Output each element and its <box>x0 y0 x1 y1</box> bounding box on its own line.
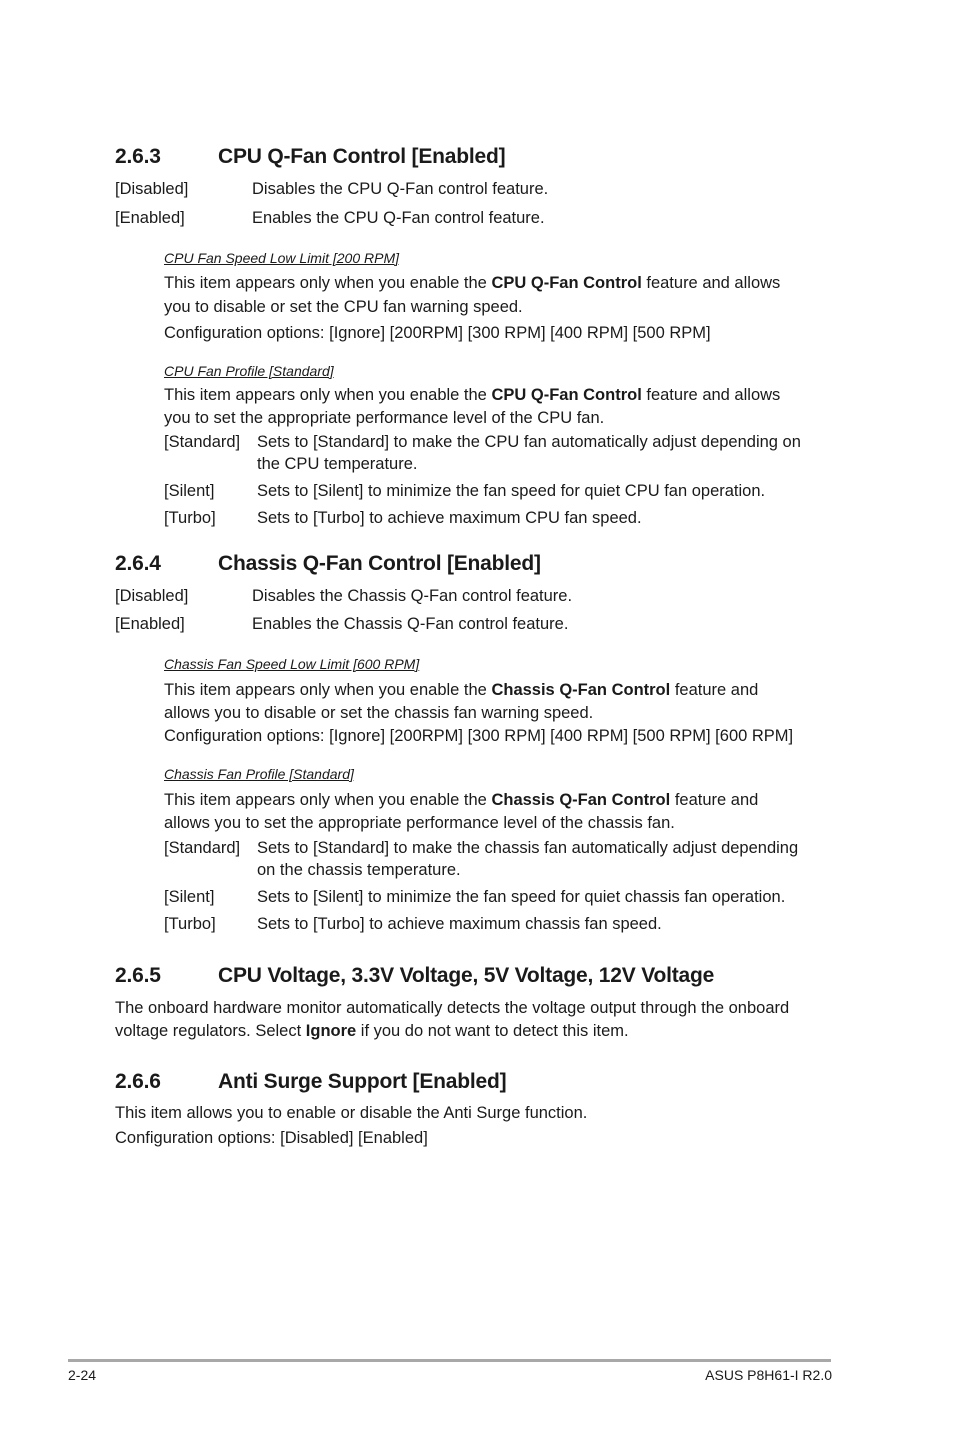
option-desc: Disables the Chassis Q-Fan control feature. <box>252 587 573 605</box>
option-key: [Disabled] <box>115 587 189 605</box>
section-title: Anti Surge Support [Enabled] <box>218 1070 507 1093</box>
option-desc: on the chassis temperature. <box>257 861 461 879</box>
option-desc: Sets to [Silent] to minimize the fan speed for quiet chassis fan operation. <box>257 888 786 906</box>
paragraph-line: This item allows you to enable or disable the Anti Surge function. <box>115 1104 588 1122</box>
paragraph-line: voltage regulators. Select Ignore if you do not want to detect this item. <box>115 1022 629 1040</box>
paragraph-line: This item appears only when you enable the Chassis Q-Fan Control feature and <box>164 681 759 699</box>
option-desc: Sets to [Standard] to make the chassis fan automatically adjust depending <box>257 839 799 857</box>
product-name: ASUS P8H61-I R2.0 <box>705 1367 832 1383</box>
option-key: [Silent] <box>164 482 215 500</box>
section-number: 2.6.6 <box>115 1070 161 1093</box>
option-key: [Turbo] <box>164 915 216 933</box>
section-title: Chassis Q-Fan Control [Enabled] <box>218 552 541 575</box>
paragraph-line: This item appears only when you enable the CPU Q-Fan Control feature and allows <box>164 274 781 292</box>
paragraph-line: you to disable or set the CPU fan warning speed. <box>164 298 523 316</box>
option-key: [Enabled] <box>115 615 185 633</box>
option-key: [Silent] <box>164 888 215 906</box>
section-title: CPU Q-Fan Control [Enabled] <box>218 145 506 168</box>
section-title: CPU Voltage, 3.3V Voltage, 5V Voltage, 12V Voltage <box>218 964 715 987</box>
option-desc: Sets to [Standard] to make the CPU fan automatically adjust depending on <box>257 433 801 451</box>
page-number: 2-24 <box>68 1367 97 1383</box>
config-options: Configuration options: [Disabled] [Enabled] <box>115 1129 428 1147</box>
subitem-title-cpu-fan-speed: CPU Fan Speed Low Limit [200 RPM] <box>164 250 399 266</box>
option-desc: Enables the Chassis Q-Fan control feature. <box>252 615 569 633</box>
config-options: Configuration options: [Ignore] [200RPM] [300 RPM] [400 RPM] [500 RPM] [600 RPM] <box>164 727 794 745</box>
option-desc: Enables the CPU Q-Fan control feature. <box>252 209 545 227</box>
subitem-title-chassis-fan-speed: Chassis Fan Speed Low Limit [600 RPM] <box>164 656 420 672</box>
option-key: [Enabled] <box>115 209 185 227</box>
option-desc: the CPU temperature. <box>257 455 418 473</box>
option-desc: Sets to [Turbo] to achieve maximum CPU fan speed. <box>257 509 642 527</box>
paragraph-line: you to set the appropriate performance level of the CPU fan. <box>164 409 605 427</box>
option-key: [Standard] <box>164 433 241 451</box>
option-desc: Disables the CPU Q-Fan control feature. <box>252 180 549 198</box>
paragraph-line: allows you to disable or set the chassis fan warning speed. <box>164 704 594 722</box>
option-desc: Sets to [Silent] to minimize the fan speed for quiet CPU fan operation. <box>257 482 766 500</box>
section-number: 2.6.5 <box>115 964 161 987</box>
subitem-title-chassis-fan-profile: Chassis Fan Profile [Standard] <box>164 766 354 782</box>
paragraph-line: The onboard hardware monitor automatically detects the voltage output through the onboard <box>115 999 790 1017</box>
config-options: Configuration options: [Ignore] [200RPM] [300 RPM] [400 RPM] [500 RPM] <box>164 324 711 342</box>
footer-divider <box>68 1359 831 1362</box>
option-key: [Turbo] <box>164 509 216 527</box>
option-key: [Standard] <box>164 839 241 857</box>
paragraph-line: This item appears only when you enable the Chassis Q-Fan Control feature and <box>164 791 759 809</box>
option-key: [Disabled] <box>115 180 189 198</box>
subitem-title-cpu-fan-profile: CPU Fan Profile [Standard] <box>164 363 334 379</box>
paragraph-line: allows you to set the appropriate performance level of the chassis fan. <box>164 814 675 832</box>
section-number: 2.6.3 <box>115 145 161 168</box>
option-desc: Sets to [Turbo] to achieve maximum chassis fan speed. <box>257 915 662 933</box>
paragraph-line: This item appears only when you enable the CPU Q-Fan Control feature and allows <box>164 386 781 404</box>
section-number: 2.6.4 <box>115 552 161 575</box>
